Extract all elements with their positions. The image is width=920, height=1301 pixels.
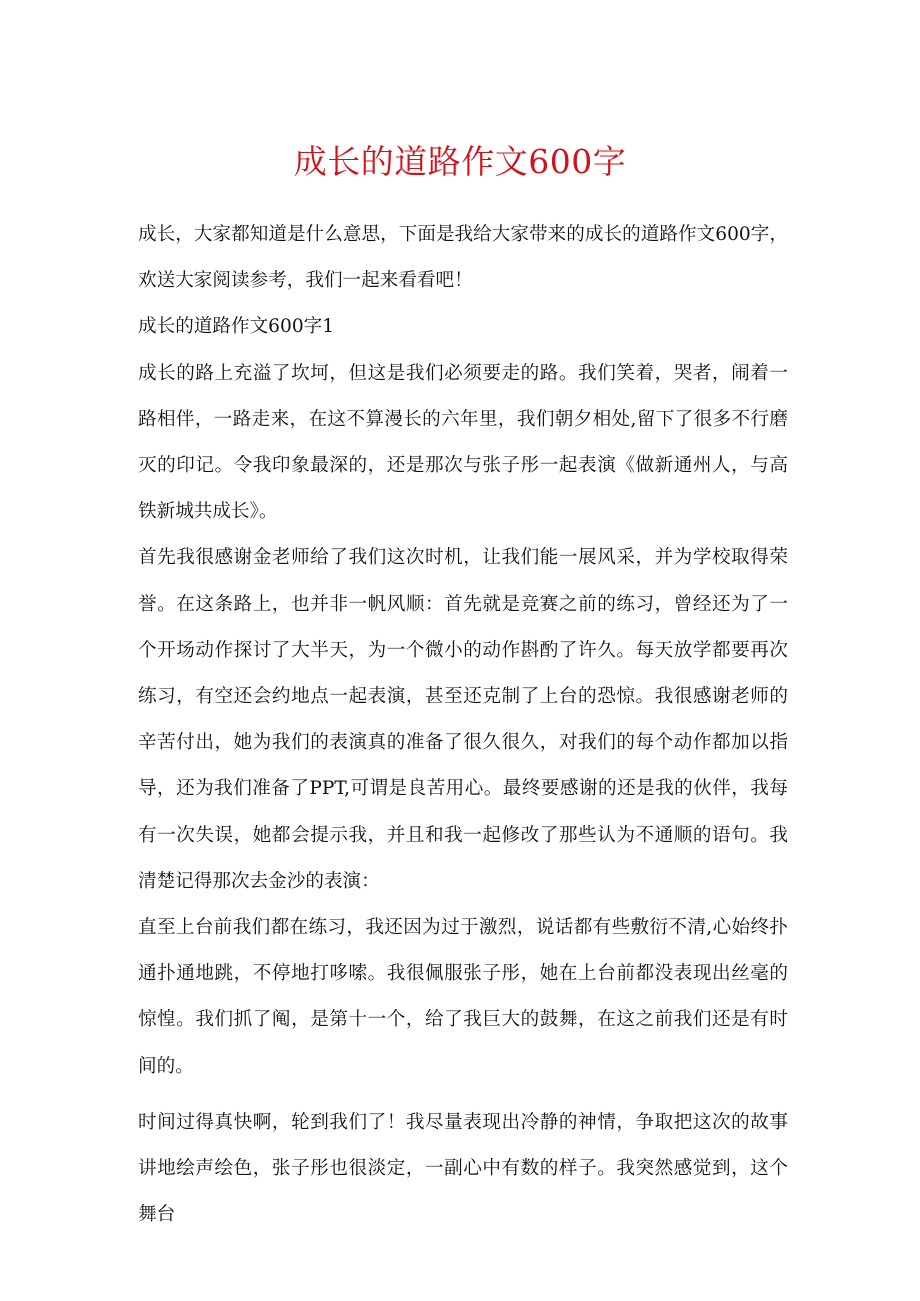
body-paragraph: 直至上台前我们都在练习，我还因为过于激烈，说话都有些敷衍不清,心始终扑通扑通地跳，不停地打哆嗦。我很佩服张子彤，她在上台前都没表现出丝毫的惊惶。我们抓了阄，是第十一个，给了我巨大的鼓舞，在这之前我们还是有时间的。 — [138, 917, 788, 1077]
body-paragraph: 首先我很感谢金老师给了我们这次时机，让我们能一展风采，并为学校取得荣誉。在这条路上，也并非一帆风顺：首先就是竞赛之前的练习，曾经还为了一个开场动作探讨了大半天，为一个微小的动作斟酌了许久。每天放学都要再次练习，有空还会约地点一起表演，甚至还克制了上台的恐惊。我很感谢老师的辛苦付出，她为我们的表演真的准备了很久很久，对我们的每个动作都加以指导，还为我们准备了PPT,可谓是良苦用心。最终要感谢的还是我的伙伴，我每有一次失误，她都会提示我，并且和我一起修改了那些认为不通顺的语句。我清楚记得那次去金沙的表演： — [138, 547, 788, 892]
document-body — [138, 212, 788, 1238]
body-paragraph: 时间过得真快啊，轮到我们了！我尽量表现出冷静的神情，争取把这次的故事讲地绘声绘色，张子彤也很淡定，一副心中有数的样子。我突然感觉到，这个舞台 — [138, 1111, 788, 1226]
intro-paragraph: 成长，大家都知道是什么意思，下面是我给大家带来的成长的道路作文600字，欢送大家阅读参考，我们一起来看看吧！ — [138, 224, 788, 292]
section-heading: 成长的道路作文600字1 — [138, 316, 335, 338]
body-paragraph: 成长的路上充溢了坎坷，但这是我们必须要走的路。我们笑着，哭者，闹着一路相伴，一路走来，在这不算漫长的六年里，我们朝夕相处,留下了很多不行磨灭的印记。令我印象最深的，还是那次与张子彤一起表演《做新通州人，与高铁新城共成长》。 — [138, 362, 788, 523]
document-title: 成长的道路作文600字 — [293, 142, 627, 181]
